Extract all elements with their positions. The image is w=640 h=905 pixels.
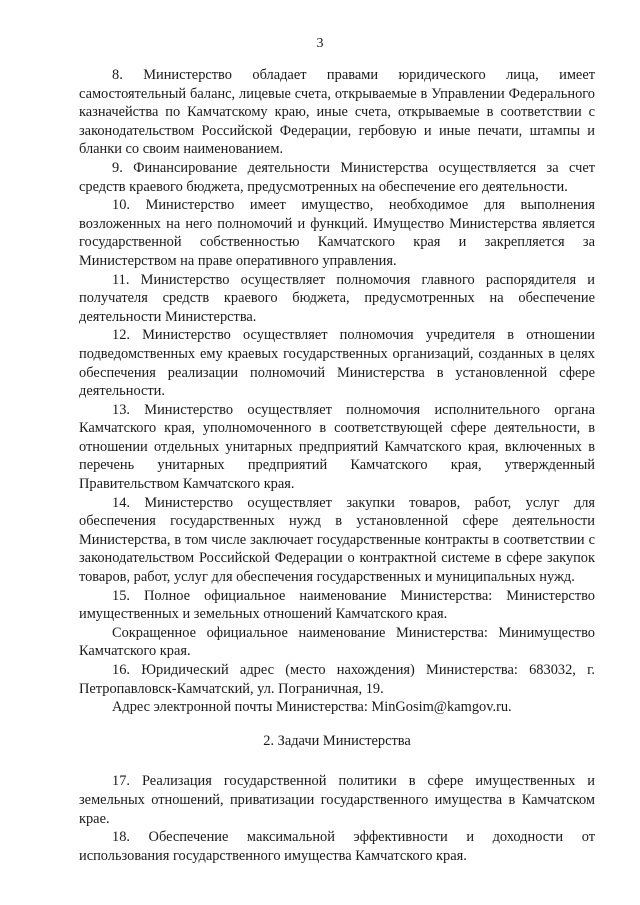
paragraph-13: 13. Министерство осуществляет полномочия исполнительного органа Камчатского края, уполномоченного в соответствующей сфере деятельности, в отношении отдельных унитарных предприятий Камчатского края, включенных в перечень унитарных предприятий Камчатского края, утвержденный Правительством Камчатского края. (79, 401, 595, 493)
paragraph-10: 10. Министерство имеет имущество, необходимое для выполнения возложенных на него полномочий и функций. Имущество Министерства является государственной собственностью Камчатского края и закрепляется за Министерством на праве оперативного управления. (79, 197, 595, 269)
paragraph-16: 16. Юридический адрес (место нахождения) Министерства: 683032, г. Петропавловск-Камчатский, ул. Пограничная, 19. (79, 662, 595, 697)
paragraph-9: 9. Финансирование деятельности Министерства осуществляется за счет средств краевого бюджета, предусмотренных на обеспечение его деятельности. (79, 159, 595, 195)
paragraph-short-name: Сокращенное официальное наименование Министерства: Минимущество Камчатского края. (79, 624, 595, 660)
paragraph-17: 17. Реализация государственной политики в сфере имущественных и земельных отношений, приватизации государственного имущества в Камчатском крае. (79, 773, 595, 827)
paragraph-12: 12. Министерство осуществляет полномочия учредителя в отношении подведомственных ему краевых государственных организаций, созданных в целях обеспечения реализации полномочий Министерства в установленной сфере деятельности. (79, 327, 595, 400)
paragraph-15: 15. Полное официальное наименование Министерства: Министерство имущественных и земельных отношений Камчатского края. (79, 587, 595, 623)
page-number: 3 (316, 36, 324, 51)
section-heading: 2. Задачи Министерства (263, 732, 411, 749)
paragraph-18: 18. Обеспечение максимальной эффективности и доходности от использования государственного имущества Камчатского края. (79, 829, 595, 864)
paragraph-14: 14. Министерство осуществляет закупки товаров, работ, услуг для обеспечения государственных нужд в установленной сфере деятельности Министерства, в том числе заключает государственные контракты в соответствии с законодательством Российской Федерации о контрактной системе в сфере закупок товаров, работ, услуг для обеспечения государственных и муниципальных нужд. (79, 494, 595, 586)
paragraph-11: 11. Министерство осуществляет полномочия главного распорядителя и получателя средств краевого бюджета, предусмотренных на обеспечение деятельности Министерства. (79, 271, 595, 325)
paragraph-email: Адрес электронной почты Министерства: MinGosim@kamgov.ru. (112, 699, 512, 716)
document-body (79, 66, 595, 865)
paragraph-8: 8. Министерство обладает правами юридического лица, имеет самостоятельный баланс, лицевые счета, открываемые в Управлении Федерального казначейства по Камчатскому краю, иные счета, открываемые в соответствии с законодательством Российской Федерации, гербовую и иные печати, штампы и бланки со своим наименованием. (79, 67, 595, 158)
